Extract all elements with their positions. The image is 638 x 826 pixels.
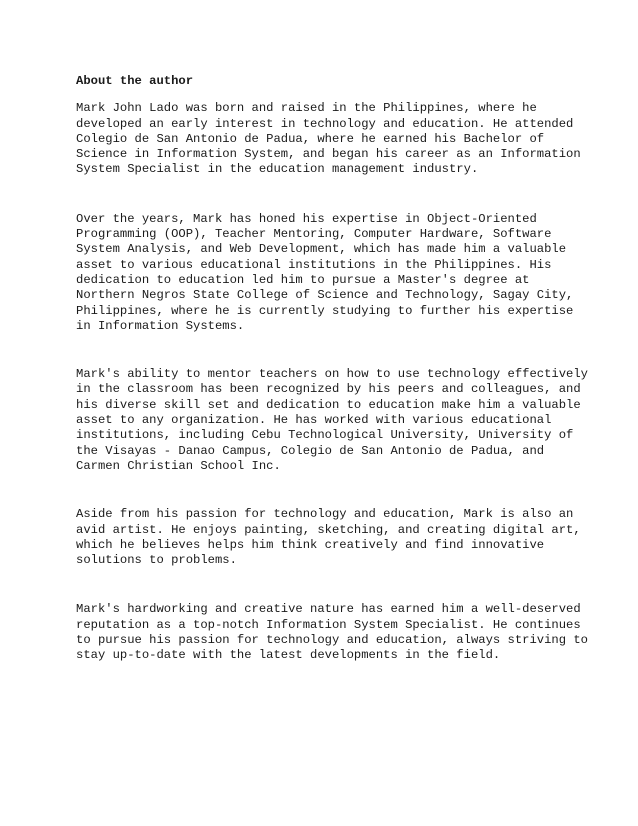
paragraph-line: Carmen Christian School Inc. <box>76 458 281 473</box>
paragraph-line: Mark John Lado was born and raised in the Philippines, where he <box>76 101 537 116</box>
paragraph-line: stay up-to-date with the latest developments in the field. <box>76 648 501 663</box>
paragraph-line: asset to any organization. He has worked with various educational <box>76 413 552 428</box>
paragraph-line: Mark's hardworking and creative nature has earned him a well-deserved <box>76 602 581 617</box>
paragraph-line: System Analysis, and Web Development, which has made him a valuable <box>76 242 567 257</box>
paragraph-line: reputation as a top-notch Information System Specialist. He continues <box>76 617 581 632</box>
paragraph-line: which he believes helps him think creatively and find innovative <box>76 537 545 552</box>
paragraph-mentoring <box>76 367 588 474</box>
paragraph-line: Philippines, where he is currently studying to further his expertise <box>76 303 574 318</box>
paragraph-line: Over the years, Mark has honed his expertise in Object-Oriented <box>76 211 537 226</box>
paragraph-line: Aside from his passion for technology and education, Mark is also an <box>76 507 574 522</box>
paragraph-line: Northern Negros State College of Science and Technology, Sagay City, <box>76 288 574 303</box>
paragraph-intro <box>76 101 581 177</box>
paragraph-closing <box>76 602 588 663</box>
paragraph-line: dedication to education led him to pursue a Master's degree at <box>76 272 530 287</box>
paragraph-line: in Information Systems. <box>76 318 245 333</box>
paragraph-artist <box>76 507 581 568</box>
section-heading: About the author <box>76 74 194 88</box>
paragraph-line: Colegio de San Antonio de Padua, where he earned his Bachelor of <box>76 131 545 146</box>
paragraph-line: Science in Information System, and began his career as an Information <box>76 147 581 162</box>
paragraph-line: in the classroom has been recognized by his peers and colleagues, and <box>76 382 581 397</box>
document-body <box>76 74 588 664</box>
paragraph-expertise <box>76 212 576 334</box>
paragraph-line: avid artist. He enjoys painting, sketching, and creating digital art, <box>76 522 581 537</box>
paragraph-line: his diverse skill set and dedication to education make him a valuable <box>76 397 581 412</box>
paragraph-line: solutions to problems. <box>76 553 237 568</box>
paragraph-line: asset to various educational institutions in the Philippines. His <box>76 257 552 272</box>
paragraph-line: Mark's ability to mentor teachers on how to use technology effectively <box>76 367 588 382</box>
paragraph-line: the Visayas - Danao Campus, Colegio de San Antonio de Padua, and <box>76 443 545 458</box>
paragraph-line: to pursue his passion for technology and education, always striving to <box>76 633 588 648</box>
paragraph-line: Programming (OOP), Teacher Mentoring, Computer Hardware, Software <box>76 227 552 242</box>
paragraph-line: institutions, including Cebu Technological University, University of <box>76 428 574 443</box>
paragraph-line: System Specialist in the education management industry. <box>76 162 479 177</box>
paragraph-line: developed an early interest in technology and education. He attended <box>76 116 574 131</box>
